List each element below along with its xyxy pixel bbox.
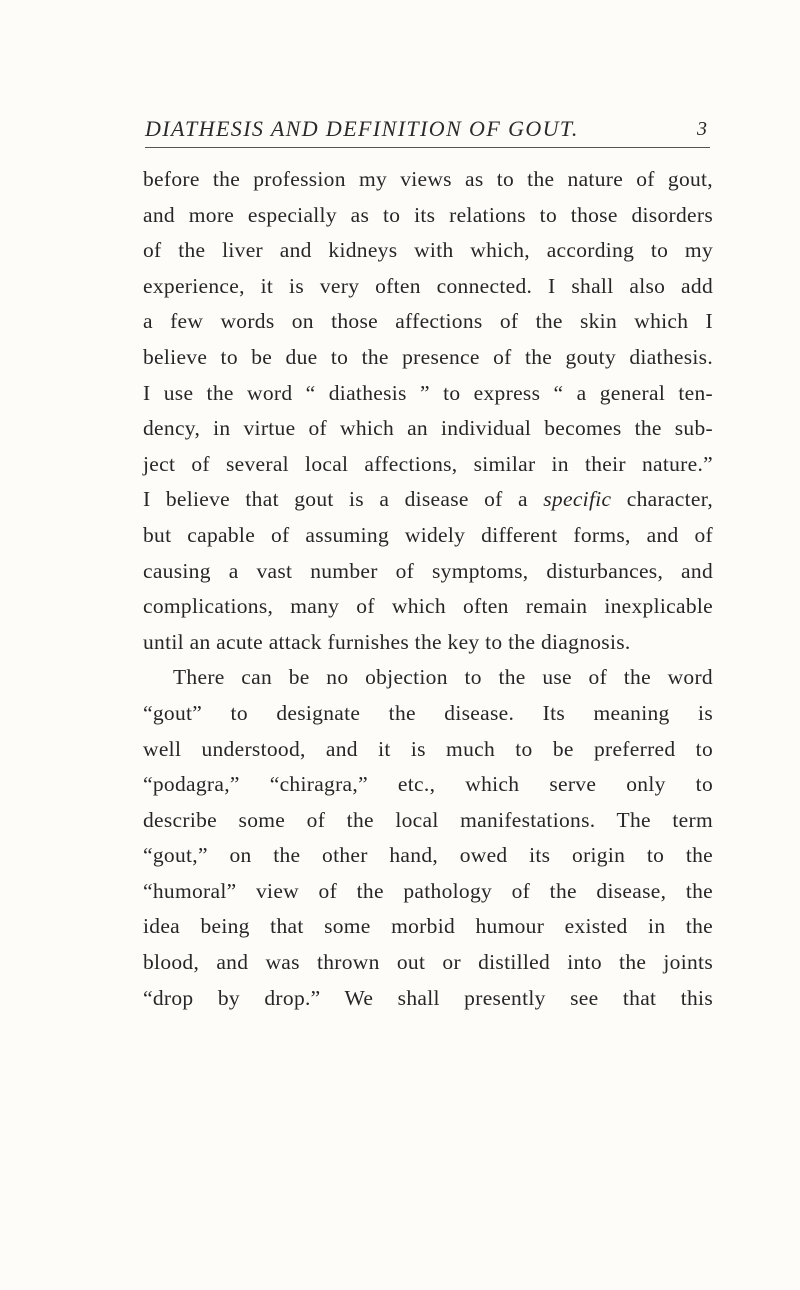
text-line: idea being that some morbid humour existed in the — [143, 914, 713, 939]
text-line: but capable of assuming widely different forms, and of — [143, 522, 713, 547]
text-line: experience, it is very often connected. I shall also add — [143, 273, 713, 298]
text-line: “humoral” view of the pathology of the disease, the — [143, 878, 713, 903]
text-line: until an acute attack furnishes the key to the diagnosis. — [143, 629, 631, 654]
text-line: ject of several local affections, similar in their nature.” — [143, 451, 713, 476]
text-line: describe some of the local manifestations. The term — [143, 807, 713, 832]
text-line: “gout,” on the other hand, owed its origin to the — [143, 843, 713, 868]
text-line: believe to be due to the presence of the gouty diathesis. — [143, 344, 713, 369]
text-line: a few words on those affections of the skin which I — [143, 309, 713, 334]
text-line: before the profession my views as to the nature of gout, — [143, 167, 713, 191]
running-title: DIATHESIS AND DEFINITION OF GOUT. — [145, 116, 579, 141]
text-line: causing a vast number of symptoms, disturbances, and — [143, 558, 713, 583]
text-segment: character, — [611, 487, 713, 512]
italic-word: specific — [543, 487, 612, 512]
text-line: of the liver and kidneys with which, according to my — [143, 238, 713, 263]
text-line: complications, many of which often remain inexplicable — [143, 594, 713, 619]
text-line: There can be no objection to the use of the word — [173, 665, 713, 690]
header-rule — [145, 147, 710, 148]
text-line: “podagra,” “chiragra,” etc., which serve only to — [143, 772, 713, 797]
text-line-with-italic — [143, 482, 713, 518]
body-text — [143, 162, 713, 1016]
text-line: well understood, and it is much to be preferred to — [143, 736, 713, 761]
text-line: blood, and was thrown out or distilled into the joints — [143, 950, 713, 975]
running-head — [145, 104, 707, 144]
text-segment: I believe that gout is a disease of a — [143, 487, 528, 512]
text-line: I use the word “ diathesis ” to express “ a general ten- — [143, 380, 713, 405]
text-line: and more especially as to its relations to those disorders — [143, 202, 713, 227]
text-line: dency, in virtue of which an individual becomes the sub- — [143, 416, 713, 441]
text-line: “gout” to designate the disease. Its meaning is — [143, 700, 713, 725]
page-number: 3 — [697, 118, 707, 140]
text-line: “drop by drop.” We shall presently see that this — [143, 985, 713, 1010]
